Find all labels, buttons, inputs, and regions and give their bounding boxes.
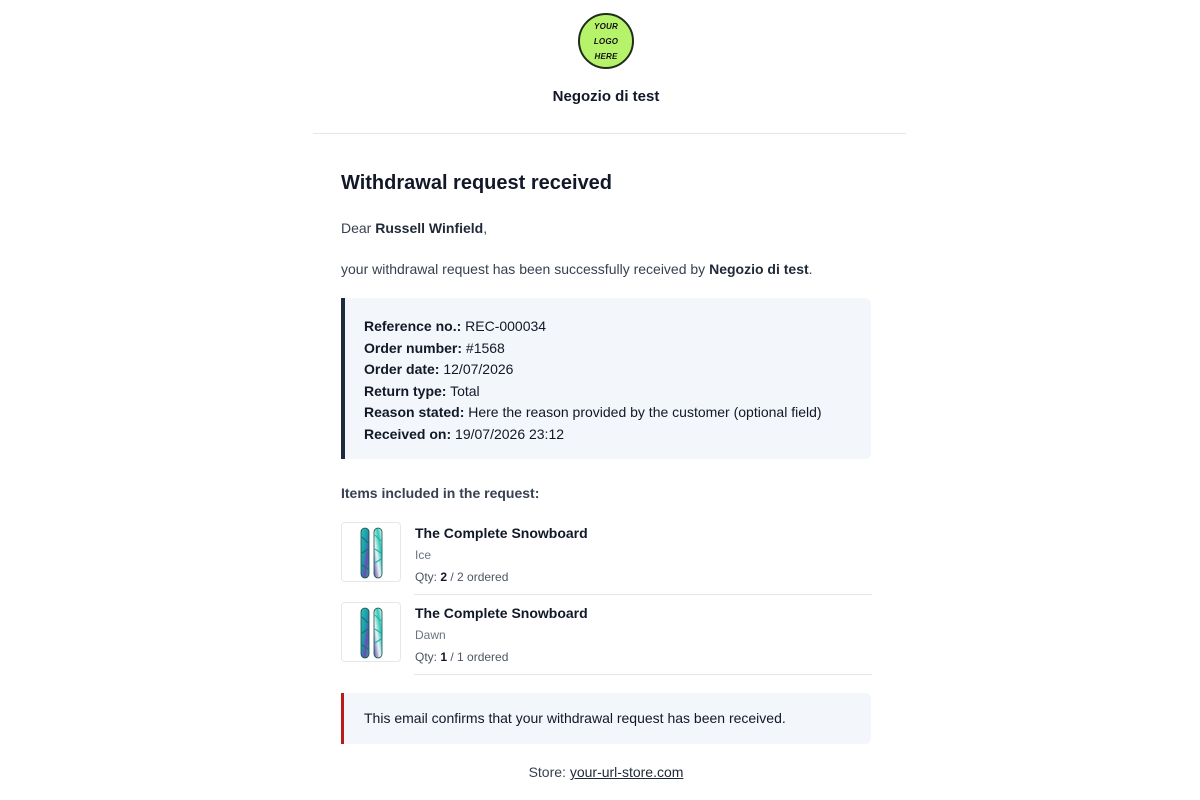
detail-value: Total bbox=[446, 382, 480, 399]
greeting bbox=[341, 220, 487, 236]
detail-value: 12/07/2026 bbox=[439, 361, 514, 378]
detail-reference bbox=[364, 316, 871, 338]
store-name: Negozio di test bbox=[552, 88, 660, 105]
detail-label: Reason stated: bbox=[364, 404, 465, 421]
item-variant: Dawn bbox=[415, 628, 446, 642]
footer-prefix: Store: bbox=[528, 764, 570, 780]
intro-store-name: Negozio di test bbox=[709, 261, 809, 277]
qty-suffix: / 1 ordered bbox=[447, 650, 509, 664]
detail-received-on bbox=[364, 424, 871, 446]
item-name: The Complete Snowboard bbox=[415, 525, 588, 541]
item-name: The Complete Snowboard bbox=[415, 605, 588, 621]
list-item bbox=[341, 602, 872, 682]
store-logo bbox=[578, 13, 634, 69]
detail-reason bbox=[364, 402, 871, 424]
item-quantity bbox=[415, 570, 508, 584]
snowboard-icon bbox=[342, 523, 402, 583]
detail-return-type bbox=[364, 381, 871, 403]
qty-label: Qty: bbox=[415, 650, 441, 664]
qty-label: Qty: bbox=[415, 570, 441, 584]
confirmation-notice bbox=[341, 693, 871, 744]
intro-prefix: your withdrawal request has been successfully received by bbox=[341, 261, 710, 277]
detail-label: Received on: bbox=[364, 425, 452, 442]
detail-label: Order date: bbox=[364, 361, 440, 378]
product-thumbnail bbox=[341, 522, 401, 582]
detail-label: Reference no.: bbox=[364, 318, 462, 334]
items-heading: Items included in the request: bbox=[341, 485, 540, 501]
customer-name: Russell Winfield bbox=[375, 220, 484, 236]
detail-label: Return type: bbox=[364, 382, 447, 399]
intro-text bbox=[341, 261, 813, 277]
detail-value: REC-000034 bbox=[461, 318, 547, 334]
qty-value: 2 bbox=[440, 570, 448, 584]
detail-label: Order number: bbox=[364, 339, 463, 356]
greeting-suffix: , bbox=[483, 220, 488, 236]
qty-suffix: / 2 ordered bbox=[447, 570, 509, 584]
email-title: Withdrawal request received bbox=[341, 172, 613, 194]
qty-value: 1 bbox=[440, 650, 448, 664]
greeting-prefix: Dear bbox=[341, 220, 376, 236]
item-variant: Ice bbox=[415, 548, 432, 562]
request-details-box bbox=[341, 298, 871, 459]
footer bbox=[0, 764, 1200, 780]
logo-text: YOUR LOGO HERE bbox=[593, 21, 619, 61]
store-url-link[interactable]: your-url-store.com bbox=[569, 764, 684, 780]
notice-text: This email confirms that your withdrawal request has been received. bbox=[364, 710, 786, 726]
snowboard-icon bbox=[342, 603, 402, 663]
detail-value: #1568 bbox=[462, 339, 505, 356]
intro-suffix: . bbox=[808, 261, 813, 277]
list-item bbox=[341, 522, 872, 602]
detail-order-number bbox=[364, 338, 871, 360]
detail-order-date bbox=[364, 359, 871, 381]
item-quantity bbox=[415, 650, 508, 664]
detail-value: Here the reason provided by the customer (optional field) bbox=[464, 404, 822, 421]
detail-value: 19/07/2026 23:12 bbox=[451, 425, 565, 442]
item-divider bbox=[414, 674, 872, 675]
header-divider bbox=[313, 133, 906, 134]
product-thumbnail bbox=[341, 602, 401, 662]
item-divider bbox=[414, 594, 872, 595]
